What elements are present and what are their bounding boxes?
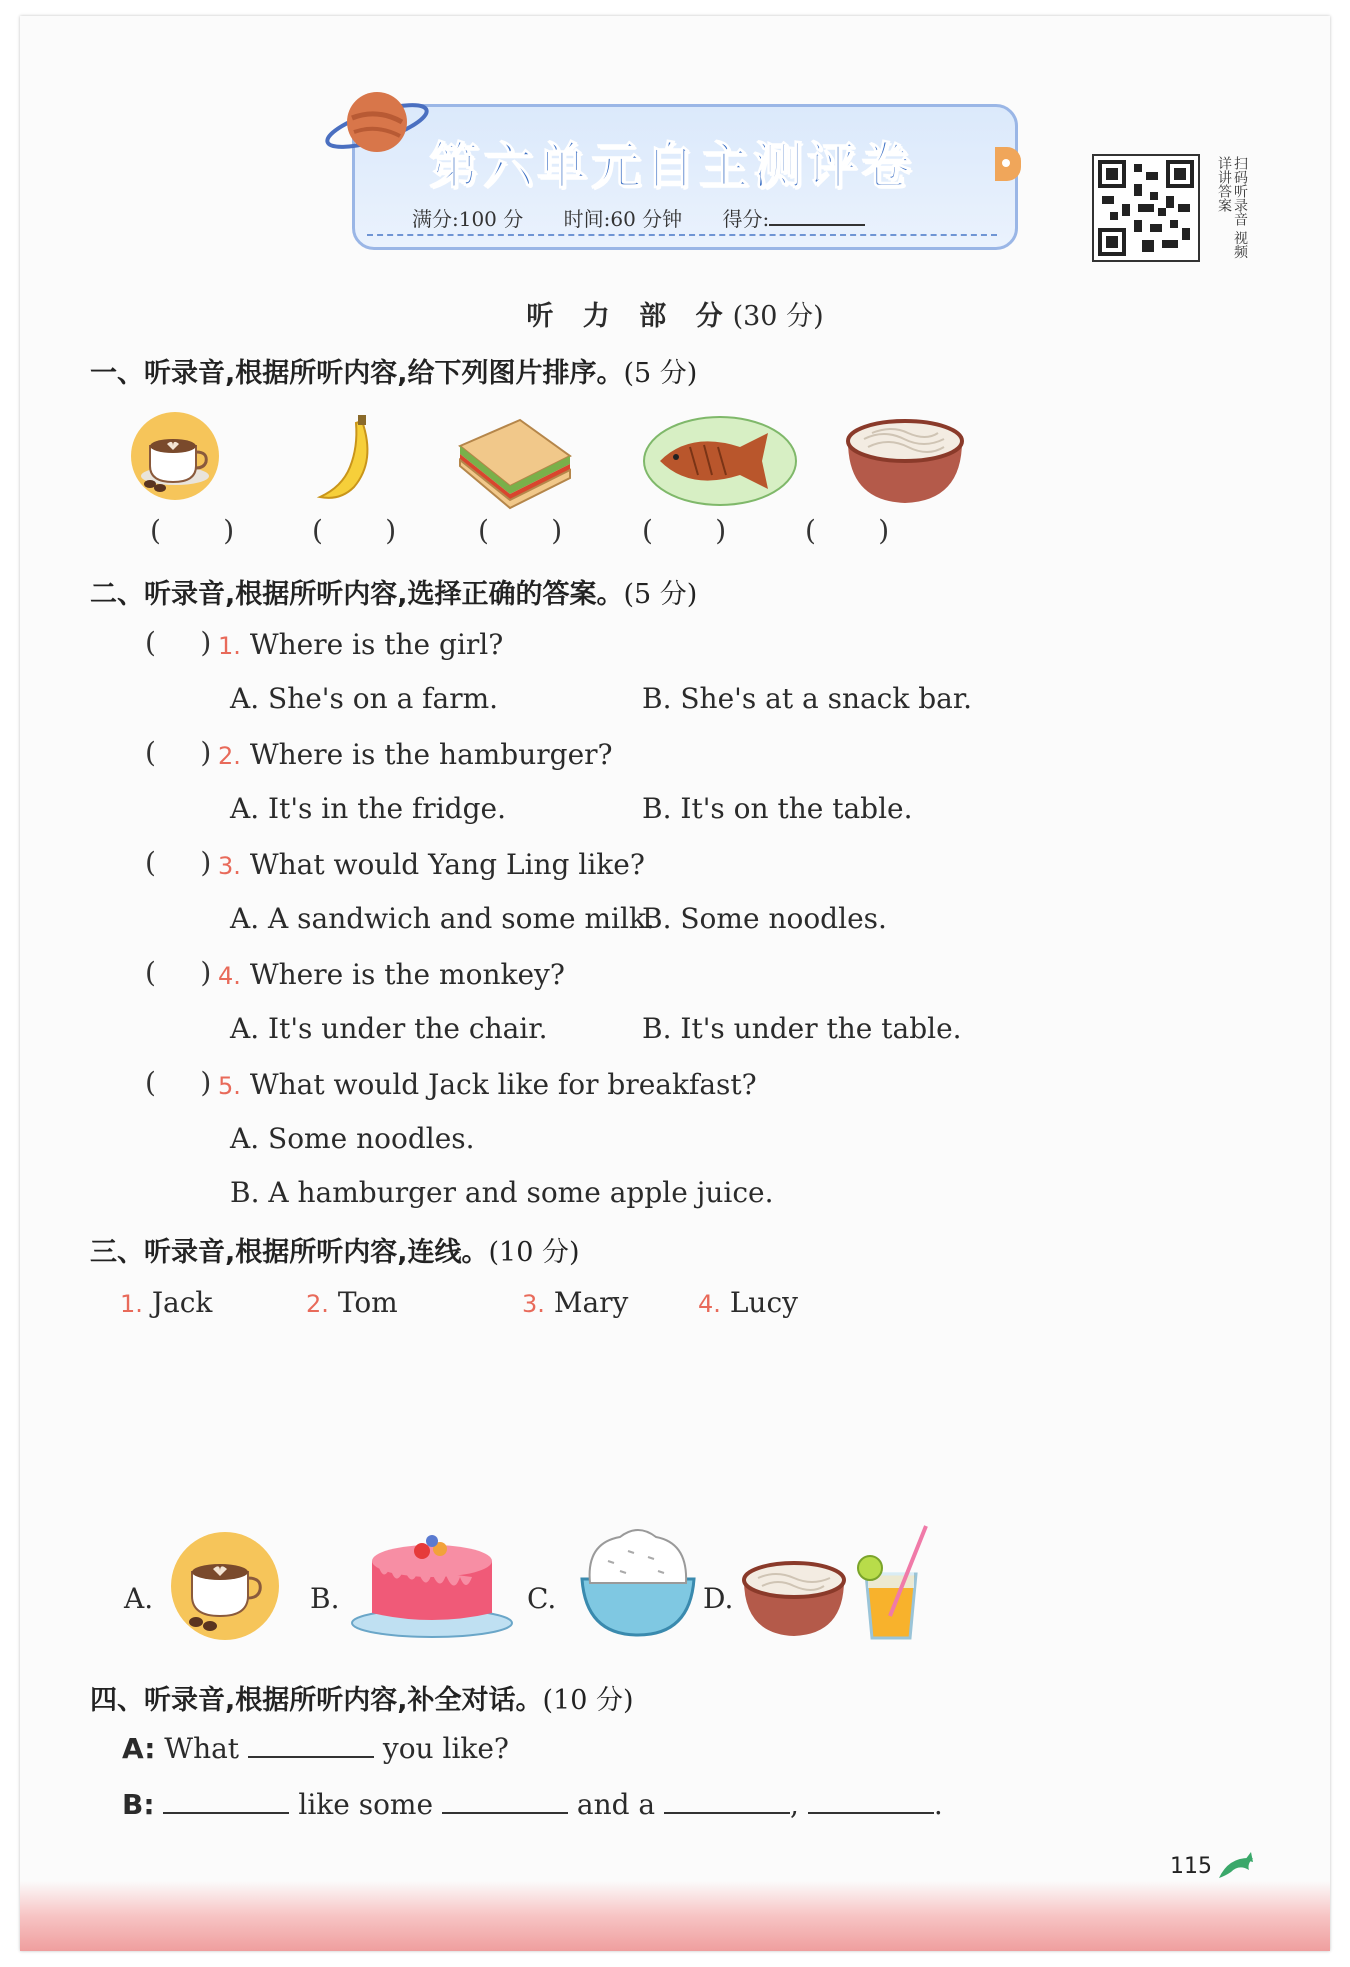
option-letter-c: C. bbox=[527, 1582, 557, 1615]
blank-b4[interactable] bbox=[808, 1788, 934, 1814]
qr-caption: 扫码听录音 视频详讲答案 bbox=[1216, 156, 1248, 259]
option-1b: B. She's at a snack bar. bbox=[642, 682, 973, 715]
answer-blank-5[interactable]: ( ) bbox=[145, 1066, 212, 1099]
order-blank-5[interactable]: ( ) bbox=[805, 514, 890, 547]
option-5a: A. Some noodles. bbox=[230, 1122, 475, 1155]
answer-blank-4[interactable]: ( ) bbox=[145, 956, 212, 989]
name-jack[interactable]: 1. Jack bbox=[120, 1286, 213, 1319]
option-3b: B. Some noodles. bbox=[642, 902, 887, 935]
question-4: 4. Where is the monkey? bbox=[218, 958, 565, 991]
cake-icon[interactable] bbox=[348, 1511, 516, 1641]
qr-code-icon[interactable] bbox=[1092, 154, 1200, 262]
option-5b: B. A hamburger and some apple juice. bbox=[230, 1176, 774, 1209]
option-letter-d: D. bbox=[703, 1582, 734, 1615]
banner-divider bbox=[367, 234, 997, 236]
question-5: 5. What would Jack like for breakfast? bbox=[218, 1068, 757, 1101]
question-1: 1. Where is the girl? bbox=[218, 628, 504, 661]
answer-blank-2[interactable]: ( ) bbox=[145, 736, 212, 769]
order-blank-3[interactable]: ( ) bbox=[478, 514, 563, 547]
option-2b: B. It's on the table. bbox=[642, 792, 913, 825]
coffee-icon bbox=[120, 406, 230, 506]
coffee-icon[interactable] bbox=[160, 1526, 290, 1646]
blank-a1[interactable] bbox=[248, 1732, 374, 1758]
full-marks: 满分:100 分 bbox=[412, 207, 524, 231]
part3-title: 三、听录音,根据所听内容,连线。(10 分) bbox=[90, 1237, 580, 1268]
noodles-icon bbox=[840, 411, 970, 511]
dialogue-line-a: A: What you like? bbox=[122, 1732, 509, 1765]
noodles-juice-icon[interactable] bbox=[740, 1516, 940, 1646]
score-label: 得分: bbox=[723, 207, 900, 231]
order-blank-2[interactable]: ( ) bbox=[312, 514, 397, 547]
sandwich-icon bbox=[450, 406, 580, 511]
time-limit: 时间:60 分钟 bbox=[563, 207, 683, 231]
order-blank-1[interactable]: ( ) bbox=[150, 514, 235, 547]
option-letter-b: B. bbox=[310, 1582, 340, 1615]
rice-icon[interactable] bbox=[568, 1521, 708, 1641]
page-number: 115 bbox=[1170, 1854, 1212, 1879]
listening-heading: 听 力 部 分(30 分) bbox=[526, 301, 824, 332]
name-lucy[interactable]: 4. Lucy bbox=[698, 1286, 798, 1319]
page-title: 第六单元自主测评卷 bbox=[429, 137, 915, 195]
dialogue-line-b: B: like some and a , . bbox=[122, 1788, 943, 1821]
banner-tab bbox=[995, 147, 1021, 181]
name-mary[interactable]: 3. Mary bbox=[522, 1286, 629, 1319]
option-2a: A. It's in the fridge. bbox=[230, 792, 506, 825]
banana-icon bbox=[300, 411, 390, 511]
title-banner bbox=[332, 86, 1022, 252]
part4-title: 四、听录音,根据所听内容,补全对话。(10 分) bbox=[90, 1685, 634, 1716]
blank-b2[interactable] bbox=[442, 1788, 568, 1814]
option-3a: A. A sandwich and some milk. bbox=[230, 902, 655, 935]
question-3: 3. What would Yang Ling like? bbox=[218, 848, 645, 881]
order-blank-4[interactable]: ( ) bbox=[642, 514, 727, 547]
option-letter-a: A. bbox=[124, 1582, 154, 1615]
worksheet-page bbox=[20, 16, 1330, 1951]
option-1a: A. She's on a farm. bbox=[230, 682, 499, 715]
part1-title: 一、听录音,根据所听内容,给下列图片排序。(5 分) bbox=[90, 358, 698, 389]
part2-title: 二、听录音,根据所听内容,选择正确的答案。(5 分) bbox=[90, 579, 698, 610]
fish-icon bbox=[640, 411, 800, 511]
question-2: 2. Where is the hamburger? bbox=[218, 738, 613, 771]
answer-blank-1[interactable]: ( ) bbox=[145, 626, 212, 659]
answer-blank-3[interactable]: ( ) bbox=[145, 846, 212, 879]
exam-meta bbox=[412, 200, 933, 232]
bottom-decoration bbox=[20, 1881, 1330, 1951]
option-4a: A. It's under the chair. bbox=[230, 1012, 548, 1045]
blank-b3[interactable] bbox=[664, 1788, 790, 1814]
option-4b: B. It's under the table. bbox=[642, 1012, 962, 1045]
name-tom[interactable]: 2. Tom bbox=[306, 1286, 398, 1319]
blank-b1[interactable] bbox=[163, 1788, 289, 1814]
